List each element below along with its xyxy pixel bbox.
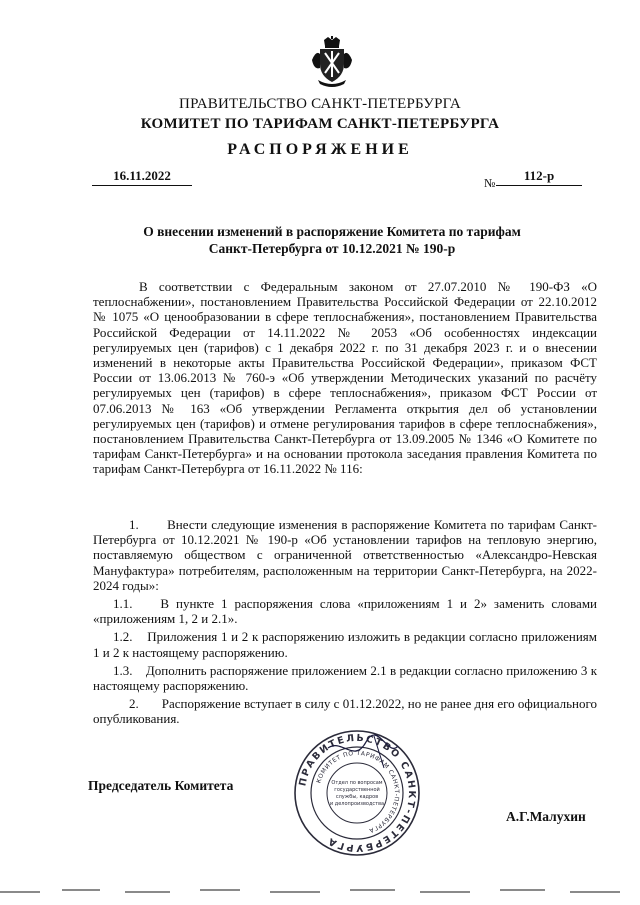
- item-number: 1.2.: [113, 629, 133, 645]
- signatory-name: А.Г.Малухин: [506, 809, 586, 824]
- document-subject: [60, 223, 604, 257]
- list-item: [93, 517, 597, 593]
- number-label: №: [484, 176, 496, 190]
- stamp-center-line: государственной: [334, 787, 380, 793]
- document-number: 112-р: [496, 168, 582, 186]
- list-item: [93, 696, 597, 726]
- operative-items: [93, 517, 597, 727]
- coat-of-arms-emblem: [308, 36, 356, 88]
- preamble: [93, 279, 597, 477]
- subject-line-2: Санкт-Петербурга от 10.12.2021 № 190-р: [208, 241, 456, 256]
- official-seal-stamp: [292, 728, 422, 858]
- item-text: Дополнить распоряжение приложением 2.1 в редакции согласно приложению 3 к настоящему распоряжению.: [93, 662, 598, 694]
- signatory-position: Председатель Комитета: [88, 778, 234, 793]
- government-heading: ПРАВИТЕЛЬСТВО САНКТ-ПЕТЕРБУРГА: [179, 96, 461, 112]
- list-item: [93, 663, 597, 693]
- item-number: 1.1.: [113, 596, 133, 612]
- item-text: Приложения 1 и 2 к распоряжению изложить в редакции согласно приложениям 1 и 2 к настоящему распоряжению.: [93, 629, 597, 660]
- committee-heading: КОМИТЕТ ПО ТАРИФАМ САНКТ-ПЕТЕРБУРГА: [140, 116, 500, 132]
- document-date: 16.11.2022: [92, 168, 192, 186]
- list-item: [93, 596, 597, 626]
- item-text: Внести следующие изменения в распоряжение Комитета по тарифам Санкт-Петербурга от 10.12.2021 № 190-р «Об установлении тарифов на тепловую энергию, поставляемую обществом с ограниченной ответственностью «Александро-Невская Мануфактура» потребителям, расположенным на территории Санкт-Петербурга, на 2022-2024 годы»:: [93, 517, 597, 593]
- item-number: 1.3.: [113, 662, 133, 678]
- scan-edge-marks: [0, 880, 640, 900]
- item-text: В пункте 1 распоряжения слова «приложениям 1 и 2» заменить словами «приложениям 1, 2 и 2.1».: [93, 596, 598, 627]
- stamp-center-line: и делопроизводства: [329, 801, 385, 807]
- stamp-center-line: Отдел по вопросам: [331, 780, 383, 786]
- item-number: 2.: [129, 696, 139, 712]
- item-number: 1.: [129, 517, 139, 532]
- item-text: Распоряжение вступает в силу с 01.12.2022, но не ранее дня его официального опубликования.: [93, 696, 597, 727]
- preamble-text: В соответствии с Федеральным законом от 27.07.2010 № 190-ФЗ «О теплоснабжении», постановлением Правительства Российской Федерации от 22.10.2012 № 1075 «О ценообразовании в сфере теплоснабжения», постановлением Правительства Российской Федерации от 14.11.2022 № 2053 «Об особенностях индексации регулируемых цен (тарифов) с 1 декабря 2022 г. по 31 декабря 2023 г. и о внесении изменений в некоторые акты Правительства Российской Федерации», приказом ФСТ России от 13.06.2013 № 760-э «Об утверждении Методических указаний по расчёту регулируемых цен (тарифов) в сфере теплоснабжения», приказом ФСТ России от 07.06.2013 № 163 «Об утверждении Регламента открытия дел об установлении регулируемых цен (тарифов) и отмене регулирования тарифов в сфере теплоснабжения», постановлением Правительства Санкт-Петербурга от 13.09.2005 № 1346 «О Комитете по тарифам Санкт-Петербурга» и на основании протокола заседания правления Комитета по тарифам Санкт-Петербурга от 16.11.2022 № 116:: [93, 279, 597, 477]
- stamp-center-line: службы, кадров: [335, 794, 379, 800]
- document-type-title: РАСПОРЯЖЕНИЕ: [227, 141, 413, 158]
- subject-line-1: О внесении изменений в распоряжение Комитета по тарифам: [143, 224, 521, 239]
- list-item: [93, 629, 597, 659]
- stamp-inner-text: КОМИТЕТ ПО ТАРИФАМ САНКТ-ПЕТЕРБУРГА: [315, 749, 401, 835]
- stamp-outer-text: ПРАВИТЕЛЬСТВО САНКТ-ПЕТЕРБУРГА: [297, 732, 418, 854]
